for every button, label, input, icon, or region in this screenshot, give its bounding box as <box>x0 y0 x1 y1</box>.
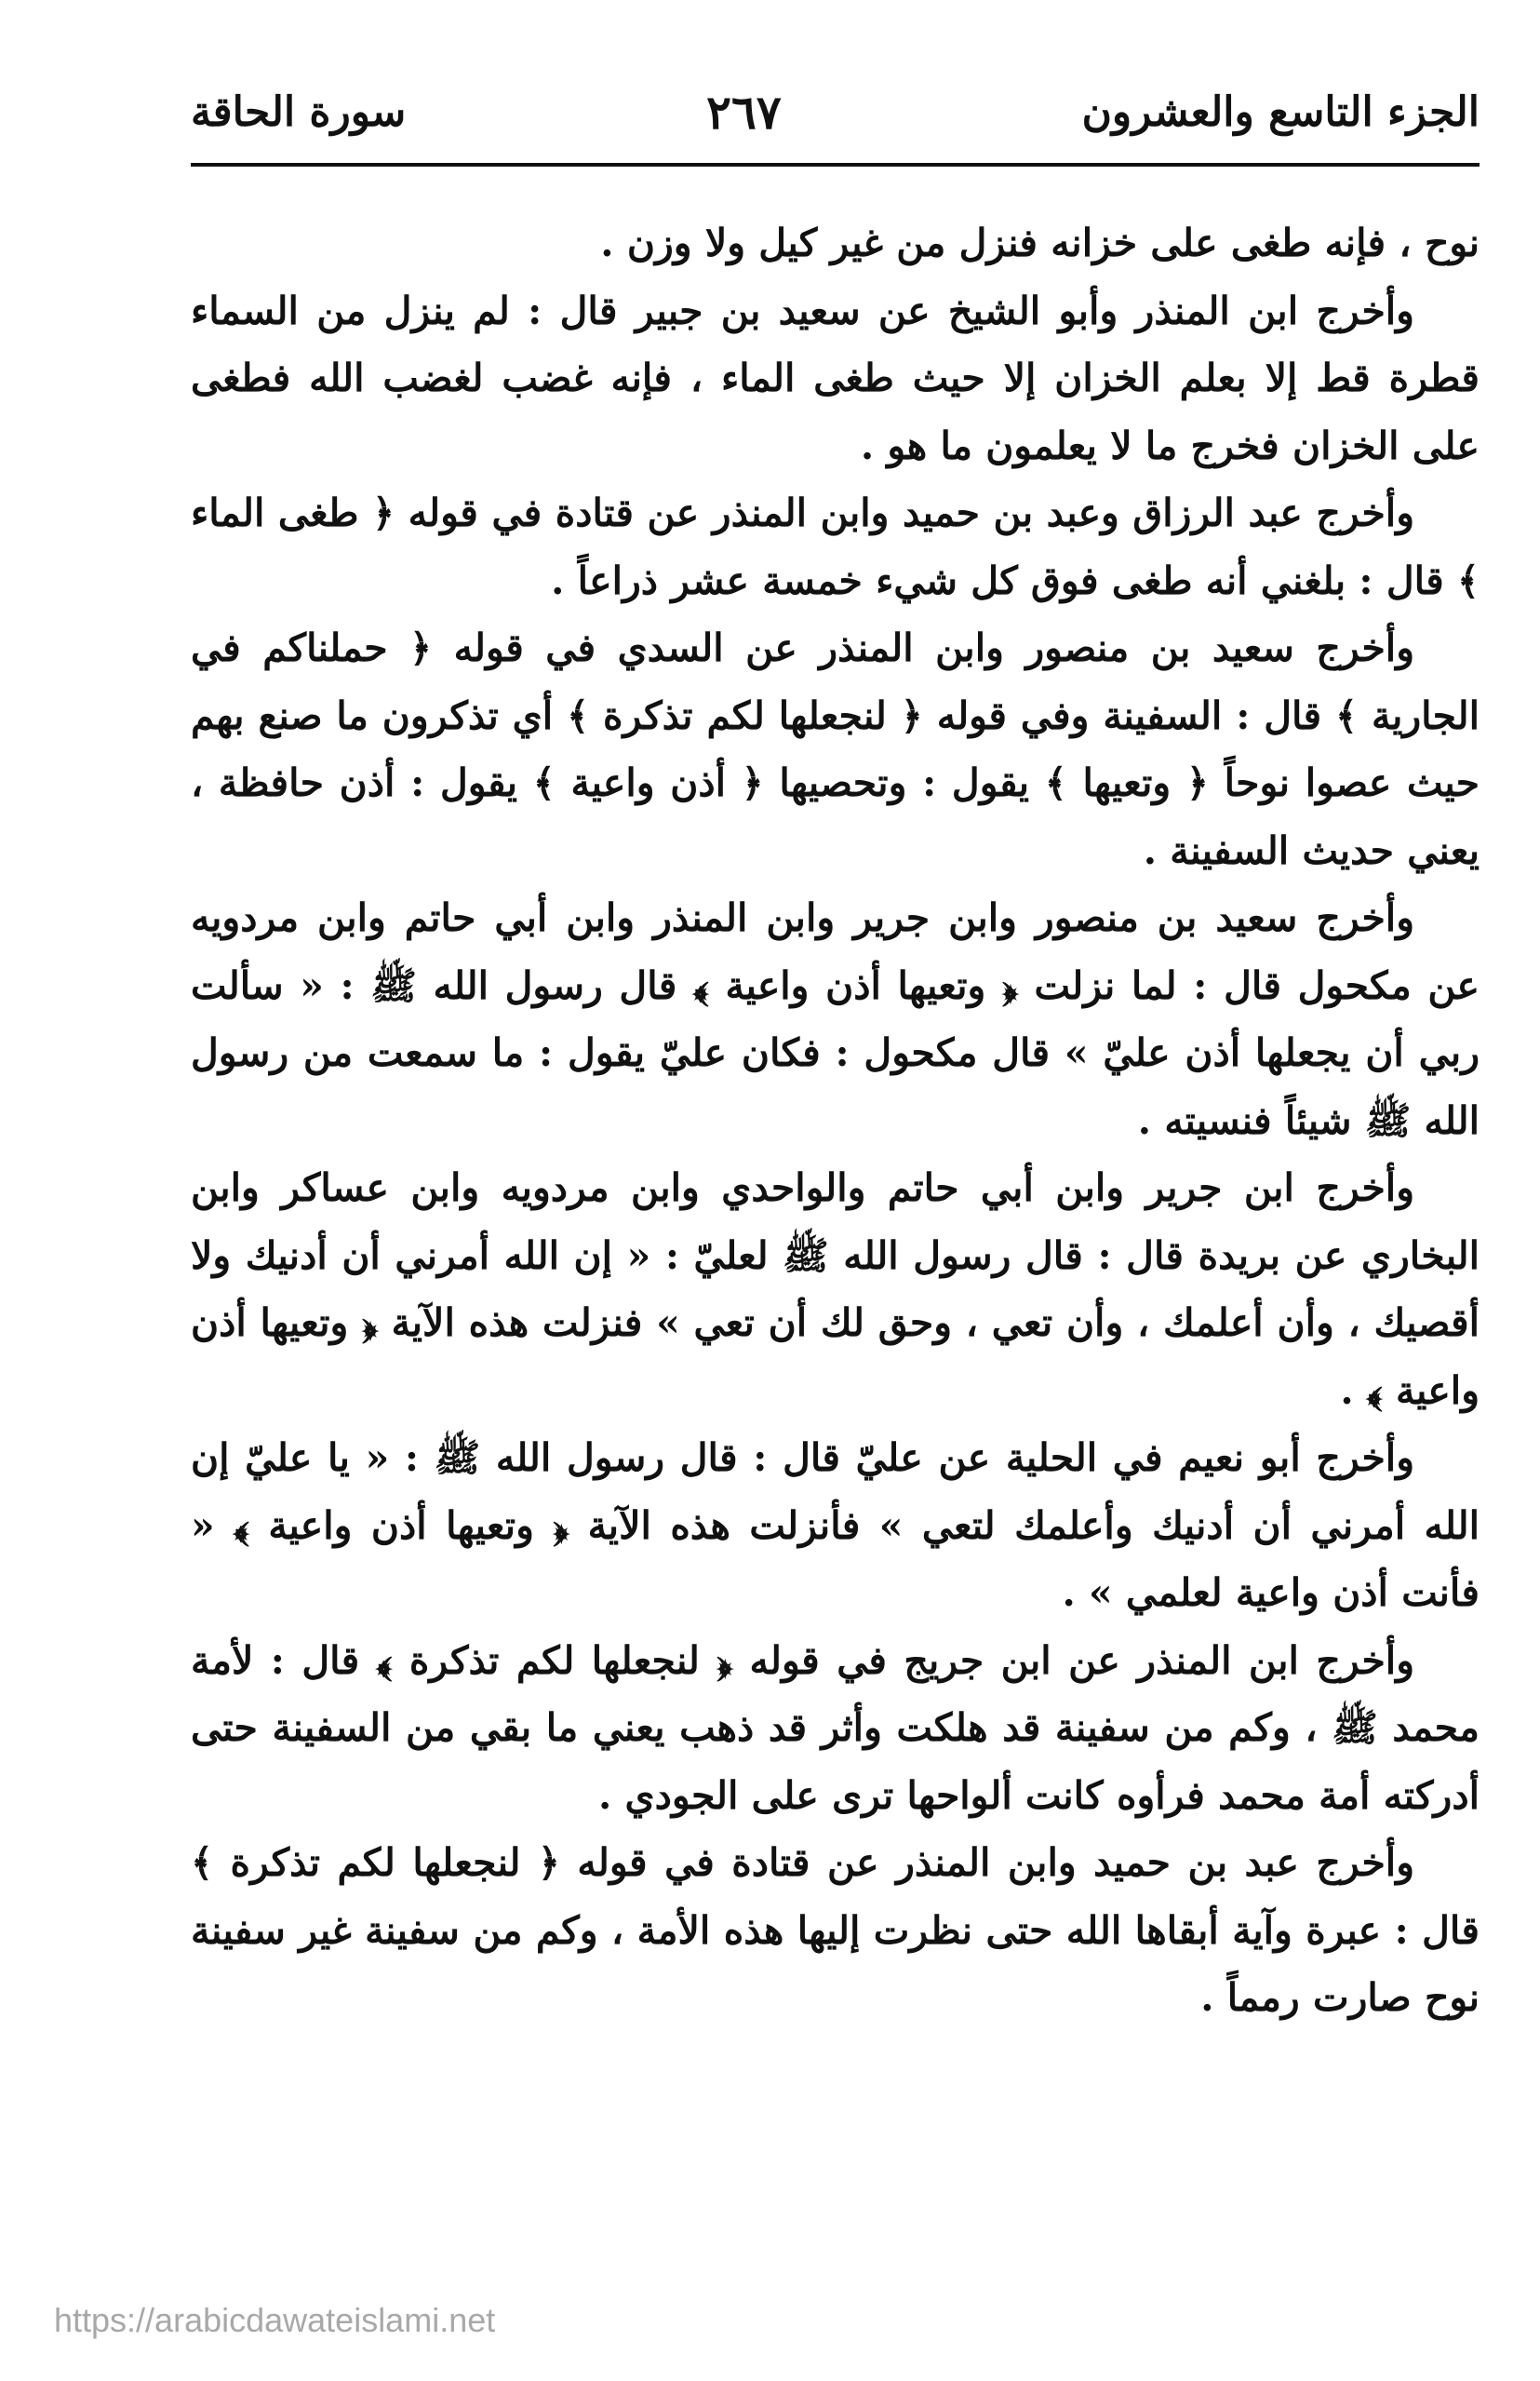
running-head-surah: سورة الحاقة <box>191 87 407 136</box>
page-header <box>191 65 1480 158</box>
page-number: ٢٦٧ <box>706 84 782 140</box>
paragraph: وأخرج عبد بن حميد وابن المنذر عن قتادة في قوله ﴿ لنجعلها لكم تذكرة ﴾ قال : عبرة وآية أبقاها الله حتى نظرت إليها هذه الأمة ، وكم من سفينة غير سفينة نوح صارت رمماً . <box>191 1840 1480 2020</box>
watermark-url: https://arabicdawateislami.net <box>54 2301 496 2339</box>
paragraph: وأخرج عبد الرزاق وعبد بن حميد وابن المنذر عن قتادة في قوله ﴿ طغى الماء ﴾ قال : بلغني أنه طغى فوق كل شيء خمسة عشر ذراعاً . <box>191 491 1480 603</box>
paragraph: وأخرج سعيد بن منصور وابن جرير وابن المنذر وابن أبي حاتم وابن مردويه عن مكحول قال : لما نزلت ﴿ وتعيها أذن واعية ﴾ قال رسول الله ﷺ : « سألت ربي أن يجعلها أذن عليّ » قال مكحول : فكان عليّ يقول : ما سمعت من رسول الله ﷺ شيئاً فنسيته . <box>191 895 1480 1143</box>
paragraph: وأخرج ابن جرير وابن أبي حاتم والواحدي وابن مردويه وابن عساكر وابن البخاري عن بريدة قال : قال رسول الله ﷺ لعليّ : « إن الله أمرني أن أدنيك ولا أقصيك ، وأن أعلمك ، وأن تعي ، وحق لك أن تعي » فنزلت هذه الآية ﴿ وتعيها أذن واعية ﴾ . <box>191 1165 1480 1413</box>
header-rule <box>191 163 1480 167</box>
paragraph: وأخرج ابن المنذر وأبو الشيخ عن سعيد بن جبير قال : لم ينزل من السماء قطرة قط إلا بعلم الخزان إلا حيث طغى الماء ، فإنه غضب لغضب الله فطغى على الخزان فخرج ما لا يعلمون ما هو . <box>191 288 1480 468</box>
running-head-part: الجزء التاسع والعشرون <box>1081 87 1480 136</box>
paragraph: وأخرج ابن المنذر عن ابن جريج في قوله ﴿ لنجعلها لكم تذكرة ﴾ قال : لأمة محمد ﷺ ، وكم من سفينة قد هلكت وأثر قد ذهب يعني ما بقي من السفينة حتى أدركته أمة محمد فرأوه كانت ألواحها ترى على الجودي . <box>191 1637 1480 1818</box>
paragraph: نوح ، فإنه طغى على خزانه فنزل من غير كيل ولا وزن . <box>600 221 1480 265</box>
paragraph: وأخرج أبو نعيم في الحلية عن عليّ قال : قال رسول الله ﷺ : « يا عليّ إن الله أمرني أن أدنيك وأعلمك لتعي » فأنزلت هذه الآية ﴿ وتعيها أذن واعية ﴾ « فأنت أذن واعية لعلمي » . <box>191 1435 1480 1615</box>
page-body <box>191 209 1480 2032</box>
paragraph: وأخرج سعيد بن منصور وابن المنذر عن السدي في قوله ﴿ حملناكم في الجارية ﴾ قال : السفينة وفي قوله ﴿ لنجعلها لكم تذكرة ﴾ أي تذكرون ما صنع بهم حيث عصوا نوحاً ﴿ وتعيها ﴾ يقول : وتحصيها ﴿ أذن واعية ﴾ يقول : أذن حافظة ، يعني حديث السفينة . <box>191 626 1480 873</box>
